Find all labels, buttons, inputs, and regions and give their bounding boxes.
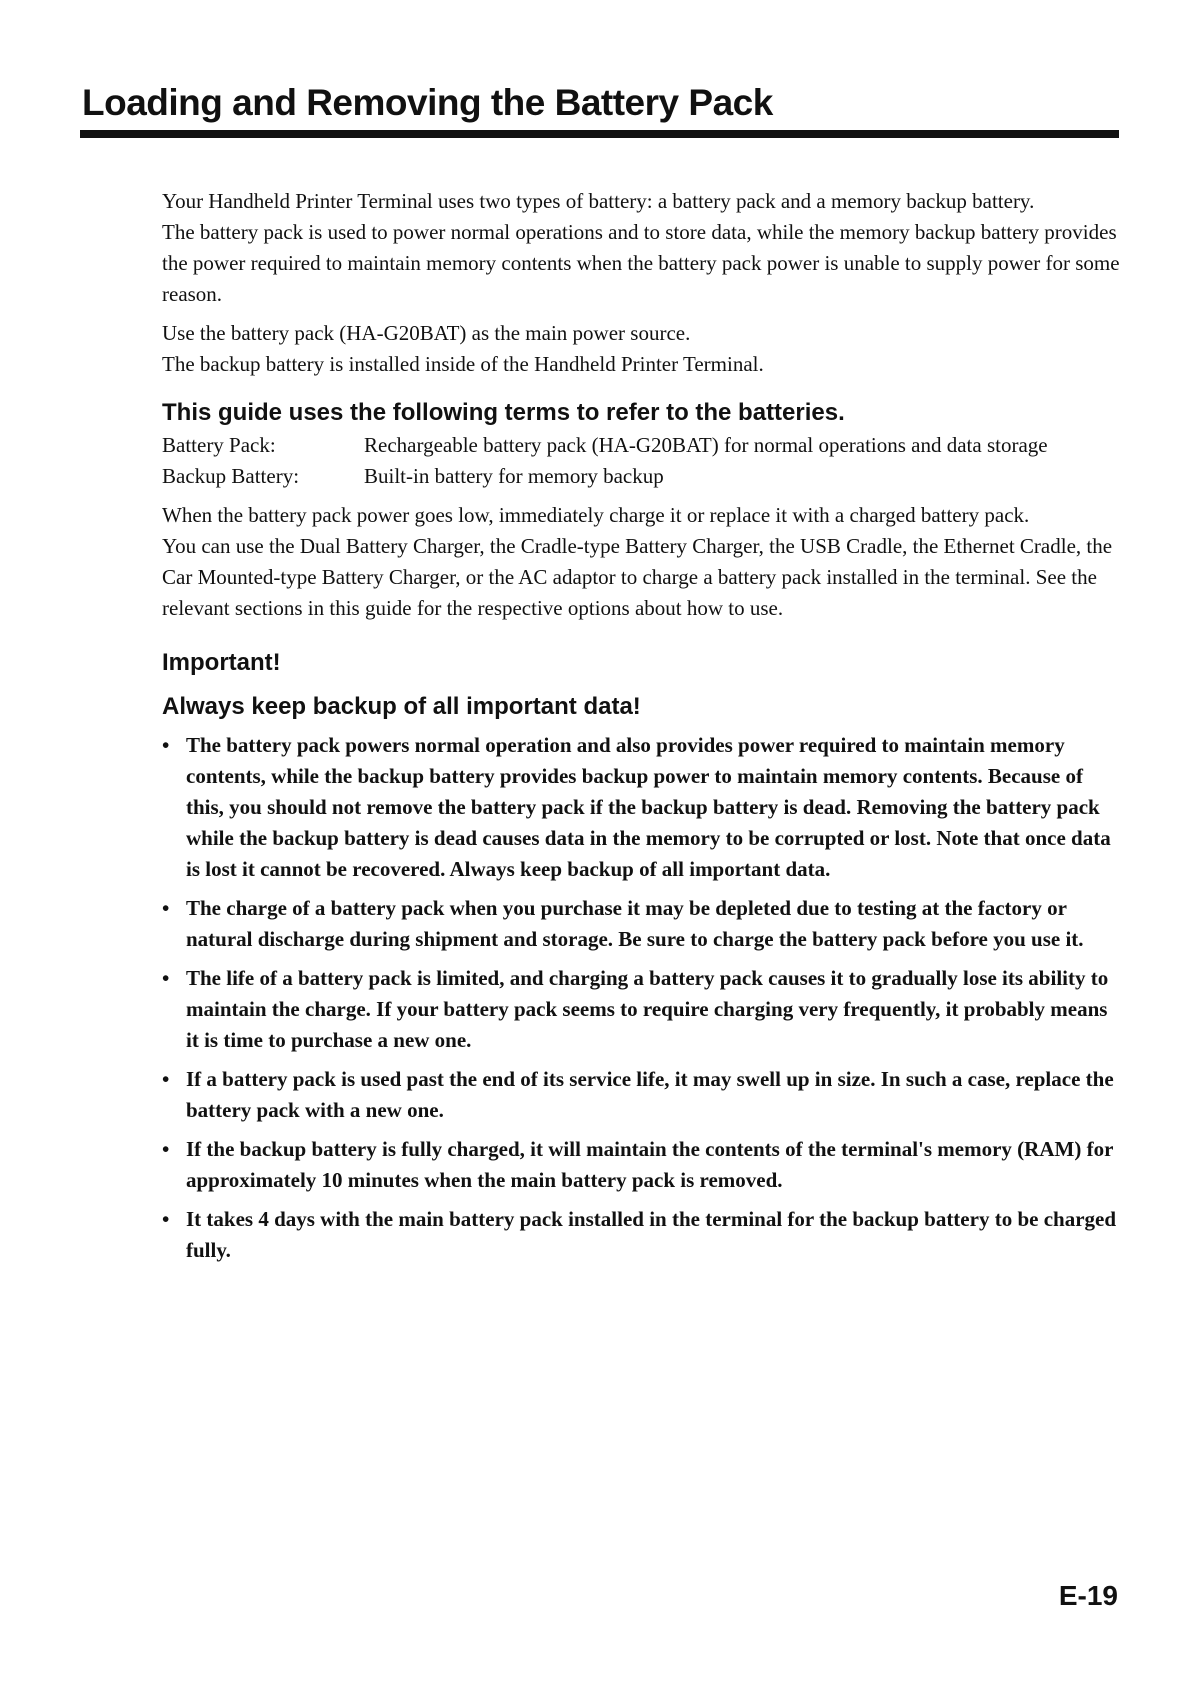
- bullet-icon: •: [162, 733, 170, 757]
- page-number: E-19: [1058, 1580, 1118, 1611]
- bullet-icon: •: [162, 896, 170, 920]
- term-row: [162, 430, 1120, 461]
- intro-paragraph: Your Handheld Printer Terminal uses two types of battery: a battery pack and a memory backup battery. The battery pack is used to power normal operations and to store data, while the memory backup battery provides the power required to maintain memory contents when the battery pack power is unable to supply power for some reason.: [162, 189, 1120, 306]
- terms-table: [162, 430, 1120, 492]
- list-item: [162, 730, 1120, 885]
- bullet-icon: •: [162, 1067, 170, 1091]
- term-label: Backup Battery:: [162, 464, 300, 488]
- list-item: [162, 1204, 1120, 1266]
- list-item: [162, 963, 1120, 1056]
- title-rule: [80, 130, 1119, 138]
- list-item: [162, 1064, 1120, 1126]
- terms-heading: This guide uses the following terms to refer to the batteries.: [162, 399, 845, 426]
- term-label: Battery Pack:: [162, 433, 276, 457]
- page-content: [162, 186, 1120, 1274]
- bullet-icon: •: [162, 966, 170, 990]
- bullet-text: If the backup battery is fully charged, it will maintain the contents of the terminal's memory (RAM) for approximately 10 minutes when the main battery pack is removed.: [186, 1137, 1114, 1192]
- important-list: [162, 730, 1120, 1266]
- charging-paragraph: When the battery pack power goes low, immediately charge it or replace it with a charged battery pack. You can use the Dual Battery Charger, the Cradle-type Battery Charger, the USB Cradle, the Ethernet Cradle, the Car Mounted-type Battery Charger, or the AC adaptor to charge a battery pack installed in the terminal. See the relevant sections in this guide for the respective options about how to use.: [162, 503, 1113, 620]
- bullet-icon: •: [162, 1137, 170, 1161]
- bullet-text: The life of a battery pack is limited, and charging a battery pack causes it to gradually lose its ability to maintain the charge. If your battery pack seems to require charging very frequently, it probably means it is time to purchase a new one.: [186, 966, 1109, 1052]
- term-definition: Rechargeable battery pack (HA-G20BAT) for normal operations and data storage: [364, 433, 1048, 457]
- bullet-text: It takes 4 days with the main battery pack installed in the terminal for the backup battery to be charged fully.: [186, 1207, 1117, 1262]
- page-title: Loading and Removing the Battery Pack: [82, 82, 773, 123]
- bullet-text: The charge of a battery pack when you purchase it may be depleted due to testing at the factory or natural discharge during shipment and storage. Be sure to charge the battery pack before you use it.: [186, 896, 1084, 951]
- term-definition: Built-in battery for memory backup: [364, 464, 664, 488]
- important-subtitle: Always keep backup of all important data!: [162, 693, 641, 720]
- bullet-text: If a battery pack is used past the end of its service life, it may swell up in size. In such a case, replace the battery pack with a new one.: [186, 1067, 1114, 1122]
- term-row: [162, 461, 1120, 492]
- list-item: [162, 893, 1120, 955]
- intro-paragraph: Use the battery pack (HA-G20BAT) as the main power source. The backup battery is installed inside of the Handheld Printer Terminal.: [162, 321, 764, 376]
- bullet-icon: •: [162, 1207, 170, 1231]
- important-title: Important!: [162, 649, 281, 676]
- bullet-text: The battery pack powers normal operation and also provides power required to maintain memory contents, while the backup battery provides backup power to maintain memory contents. Because of this, you should not remove the battery pack if the backup battery is dead. Removing the battery pack while the backup battery is dead causes data in the memory to be corrupted or lost. Note that once data is lost it cannot be recovered. Always keep backup of all important data.: [186, 733, 1111, 881]
- list-item: [162, 1134, 1120, 1196]
